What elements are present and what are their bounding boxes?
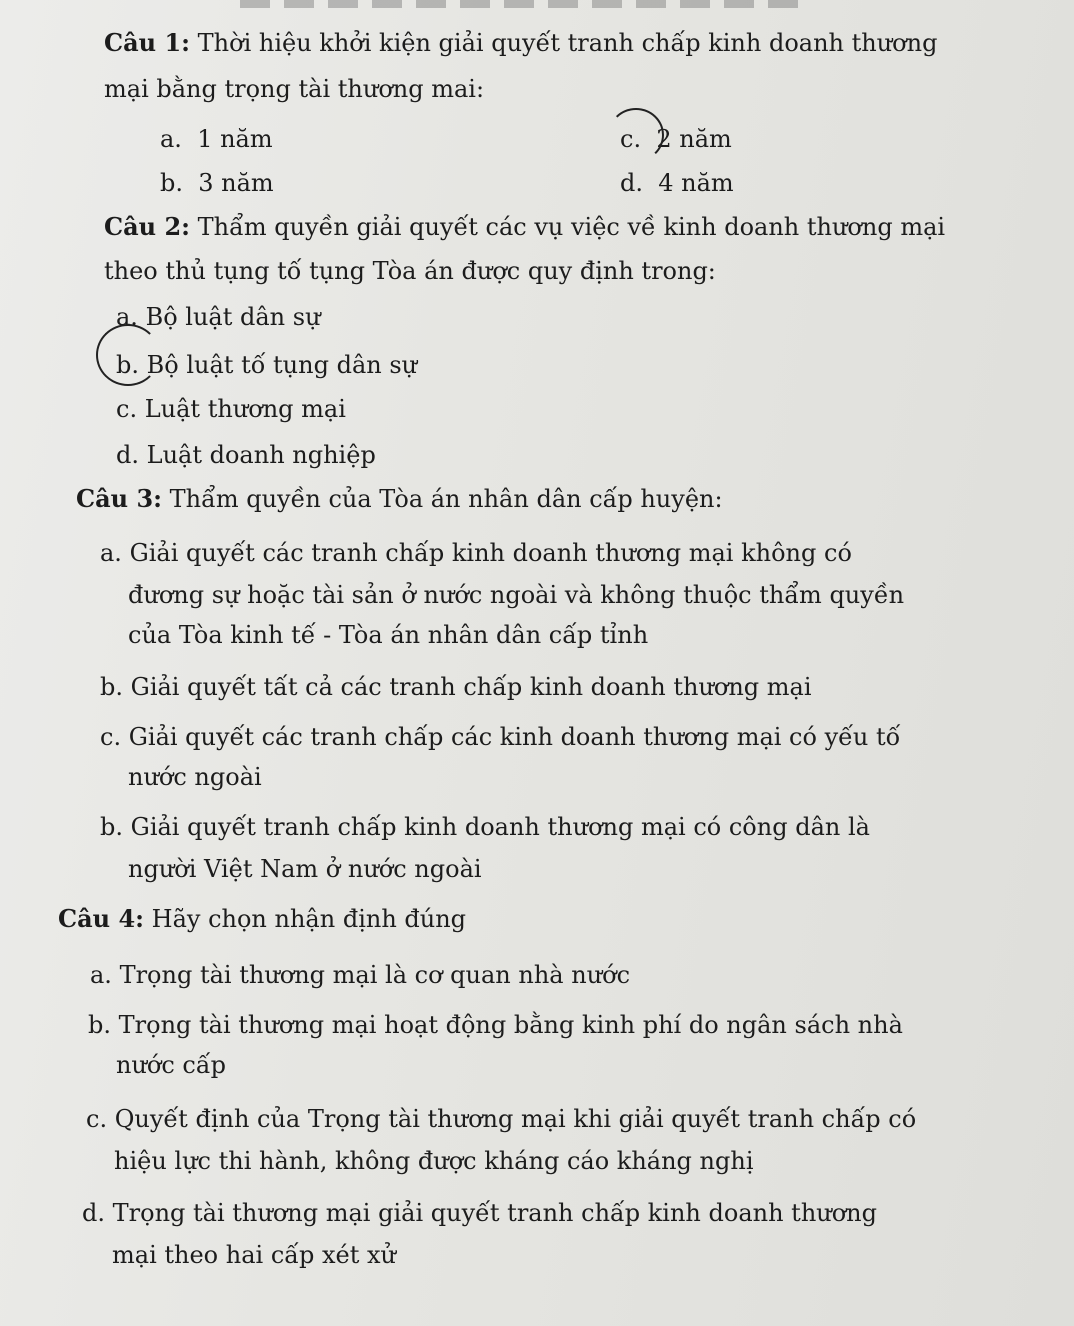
q4-option-d-line2: mại theo hai cấp xét xử [112,1241,396,1269]
question-1-cont: mại bằng trọng tài thương mai: [104,75,485,103]
q1-answer-circle-mark [608,108,664,162]
question-2-cont: theo thủ tụng tố tụng Tòa án được quy định trong: [104,257,716,285]
q4-option-d[interactable]: d. Trọng tài thương mại giải quyết tranh chấp kinh doanh thương [82,1199,877,1227]
q3-option-c[interactable]: c. Giải quyết các tranh chấp các kinh doanh thương mại có yếu tố [100,723,901,751]
q4-option-c-line2: hiệu lực thi hành, không được kháng cáo kháng nghị [114,1147,754,1175]
question-1: Câu 1: Thời hiệu khởi kiện giải quyết tranh chấp kinh doanh thương [104,28,938,57]
question-2: Câu 2: Thẩm quyền giải quyết các vụ việc về kinh doanh thương mại [104,212,946,241]
q1-option-d[interactable]: d. 4 năm [620,169,734,197]
q2-option-a[interactable]: a. Bộ luật dân sự [116,303,321,331]
q4-option-c[interactable]: c. Quyết định của Trọng tài thương mại khi giải quyết tranh chấp có [86,1105,917,1133]
q4-option-b[interactable]: b. Trọng tài thương mại hoạt động bằng kinh phí do ngân sách nhà [88,1011,903,1039]
q3-option-c-line2: nước ngoài [128,763,262,791]
q3-option-a[interactable]: a. Giải quyết các tranh chấp kinh doanh thương mại không có [100,539,852,567]
q2-option-b[interactable]: b. Bộ luật tố tụng dân sự [116,351,418,379]
q3-option-b[interactable]: b. Giải quyết tất cả các tranh chấp kinh doanh thương mại [100,673,812,701]
q3-option-b2-line2: người Việt Nam ở nước ngoài [128,855,482,883]
q2-option-c[interactable]: c. Luật thương mại [116,395,346,423]
q3-option-a-line2: đương sự hoặc tài sản ở nước ngoài và không thuộc thẩm quyền [128,581,905,609]
q1-option-c[interactable]: c. 2 năm [620,125,732,153]
q1-option-a[interactable]: a. 1 năm [160,125,273,153]
q1-option-b[interactable]: b. 3 năm [160,169,274,197]
q3-option-b2[interactable]: b. Giải quyết tranh chấp kinh doanh thương mại có công dân là [100,813,870,841]
question-3: Câu 3: Thẩm quyền của Tòa án nhân dân cấp huyện: [76,484,723,513]
q3-option-a-line3: của Tòa kinh tế - Tòa án nhân dân cấp tỉnh [128,621,649,649]
q4-option-b-line2: nước cấp [116,1051,226,1079]
q2-answer-circle-mark [96,324,160,386]
q4-option-a[interactable]: a. Trọng tài thương mại là cơ quan nhà nước [90,961,631,989]
question-4: Câu 4: Hãy chọn nhận định đúng [58,904,467,933]
top-edge-mark [240,0,800,8]
q2-option-d[interactable]: d. Luật doanh nghiệp [116,441,376,469]
